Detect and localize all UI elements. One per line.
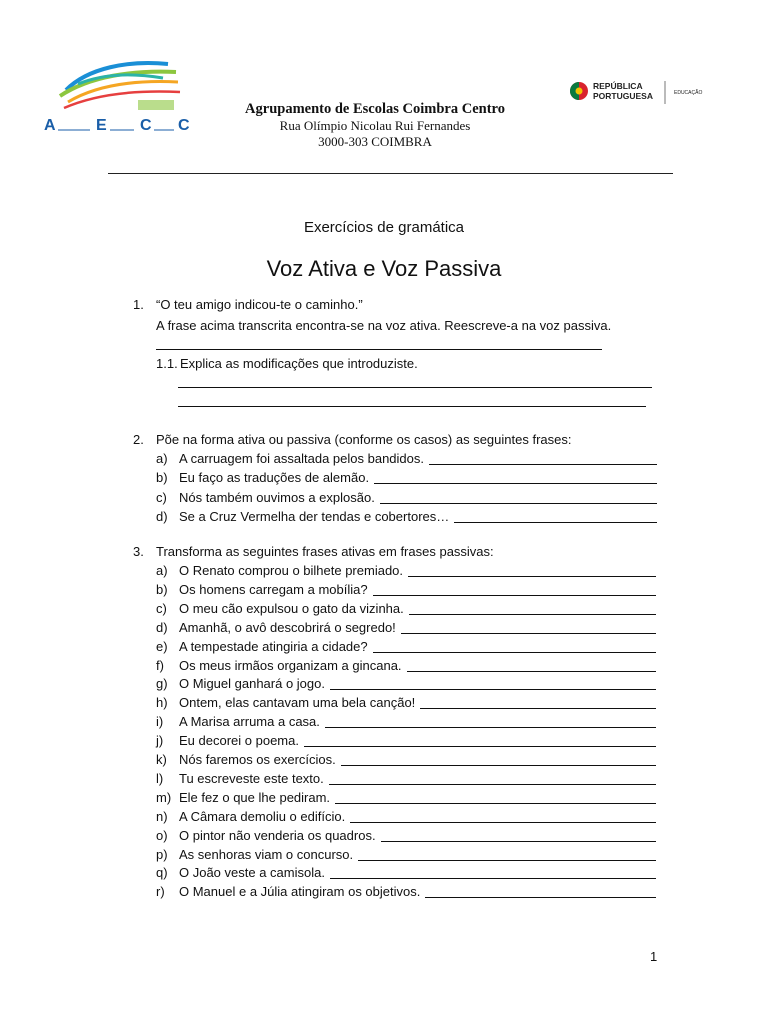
answer-line[interactable]: [350, 822, 656, 823]
answer-line[interactable]: [335, 803, 656, 804]
logo-letter-a: A: [44, 117, 56, 134]
answer-line[interactable]: [454, 522, 657, 523]
answer-line[interactable]: [429, 464, 657, 465]
item-letter: d): [156, 619, 168, 635]
item-letter: n): [156, 808, 168, 824]
exercise-quote: “O teu amigo indicou-te o caminho.”: [156, 297, 363, 312]
item-sentence: Eu decorei o poema.: [179, 733, 299, 749]
item-sentence: A Câmara demoliu o edifício.: [179, 808, 346, 824]
answer-line[interactable]: [330, 689, 656, 690]
item-letter: l): [156, 770, 164, 786]
item-sentence: Se a Cruz Vermelha der tendas e cobertores…: [179, 508, 450, 524]
item-letter: k): [156, 752, 167, 767]
item-sentence: Nós também ouvimos a explosão.: [179, 489, 375, 505]
answer-line[interactable]: [329, 784, 656, 785]
school-city: 3000-303 COIMBRA: [318, 134, 432, 149]
answer-line[interactable]: [178, 406, 646, 407]
answer-line[interactable]: [381, 841, 656, 842]
answer-line[interactable]: [380, 503, 657, 504]
item-letter: c): [156, 600, 167, 616]
item-sentence: O João veste a camisola.: [179, 865, 325, 881]
page-title: Voz Ativa e Voz Passiva: [266, 256, 502, 281]
item-sentence: Tu escreveste este texto.: [179, 770, 324, 786]
gov-logo-line1: REPÚBLICA: [593, 81, 643, 91]
item-sentence: O pintor não venderia os quadros.: [179, 827, 376, 843]
item-sentence: Ontem, elas cantavam uma bela canção!: [179, 695, 416, 711]
item-letter: b): [156, 470, 168, 486]
answer-line[interactable]: [373, 595, 656, 596]
item-letter: j): [156, 733, 164, 749]
answer-line[interactable]: [401, 633, 656, 634]
school-address: Rua Olímpio Nicolau Rui Fernandes: [279, 118, 471, 133]
item-letter: a): [156, 563, 168, 578]
item-sentence: As senhoras viam o concurso.: [179, 846, 354, 862]
answer-line[interactable]: [330, 878, 656, 879]
item-sentence: Os homens carregam a mobília?: [179, 581, 368, 597]
answer-line[interactable]: [409, 614, 656, 615]
exercise-instruction: Põe na forma ativa ou passiva (conforme os casos) as seguintes frases:: [156, 432, 572, 447]
item-letter: g): [156, 676, 168, 692]
republica-portuguesa-logo: [568, 78, 708, 108]
item-letter: p): [156, 846, 168, 862]
exercise-instruction: Transforma as seguintes frases ativas em frases passivas:: [156, 544, 494, 559]
item-sentence: Nós faremos os exercícios.: [179, 752, 336, 767]
item-letter: h): [156, 695, 168, 711]
school-logo: [38, 50, 198, 138]
answer-line[interactable]: [358, 860, 656, 861]
item-sentence: A Marisa arruma a casa.: [179, 714, 320, 730]
answer-line[interactable]: [407, 671, 656, 672]
item-sentence: A carruagem foi assaltada pelos bandidos.: [179, 451, 424, 466]
answer-line[interactable]: [408, 576, 656, 577]
item-sentence: Amanhã, o avô descobrirá o segredo!: [179, 619, 396, 635]
subtitle: Exercícios de gramática: [303, 219, 465, 236]
item-letter: b): [156, 581, 168, 597]
item-sentence: Os meus irmãos organizam a gincana.: [179, 657, 402, 673]
school-name: Agrupamento de Escolas Coimbra Centro: [245, 101, 505, 117]
sub-exercise-instruction: Explica as modificações que introduziste.: [180, 356, 418, 371]
answer-line[interactable]: [341, 765, 656, 766]
answer-line[interactable]: [425, 897, 656, 898]
logo-letter-c1: C: [140, 117, 152, 134]
logo-letter-e: E: [96, 117, 107, 134]
item-letter: f): [156, 657, 164, 673]
answer-line[interactable]: [178, 387, 652, 388]
page-number: 1: [650, 949, 658, 964]
item-letter: c): [156, 489, 167, 505]
gov-logo-dept: EDUCAÇÃO: [674, 90, 703, 96]
item-letter: a): [156, 451, 168, 466]
answer-line[interactable]: [325, 727, 656, 728]
item-sentence: O meu cão expulsou o gato da vizinha.: [179, 600, 404, 616]
exercise-number: 3.: [133, 544, 144, 559]
item-letter: i): [156, 714, 164, 730]
header-divider: [108, 173, 673, 174]
answer-line[interactable]: [374, 483, 657, 484]
item-letter: m): [156, 789, 172, 805]
item-sentence: O Manuel e a Júlia atingiram os objetivos.: [179, 884, 421, 900]
item-sentence: Eu faço as traduções de alemão.: [179, 470, 370, 486]
answer-line[interactable]: [420, 708, 656, 709]
item-letter: r): [156, 884, 165, 900]
exercise-instruction: A frase acima transcrita encontra-se na voz ativa. Reescreve-a na voz passiva.: [156, 318, 612, 333]
exercise-number: 1.: [133, 297, 144, 312]
answer-line[interactable]: [373, 652, 656, 653]
sub-exercise-number: 1.1.: [156, 356, 178, 371]
item-sentence: O Renato comprou o bilhete premiado.: [179, 563, 404, 578]
gov-logo-line2: PORTUGUESA: [593, 91, 653, 101]
item-sentence: A tempestade atingiria a cidade?: [179, 638, 368, 654]
item-sentence: O Miguel ganhará o jogo.: [179, 676, 325, 692]
item-letter: q): [156, 865, 168, 881]
logo-letter-c2: C: [178, 117, 190, 134]
answer-line[interactable]: [156, 349, 602, 350]
item-letter: d): [156, 508, 168, 524]
item-letter: e): [156, 638, 168, 654]
answer-line[interactable]: [304, 746, 656, 747]
item-letter: o): [156, 827, 168, 843]
exercise-number: 2.: [133, 432, 144, 447]
item-sentence: Ele fez o que lhe pediram.: [179, 789, 331, 805]
school-info: [180, 100, 570, 150]
